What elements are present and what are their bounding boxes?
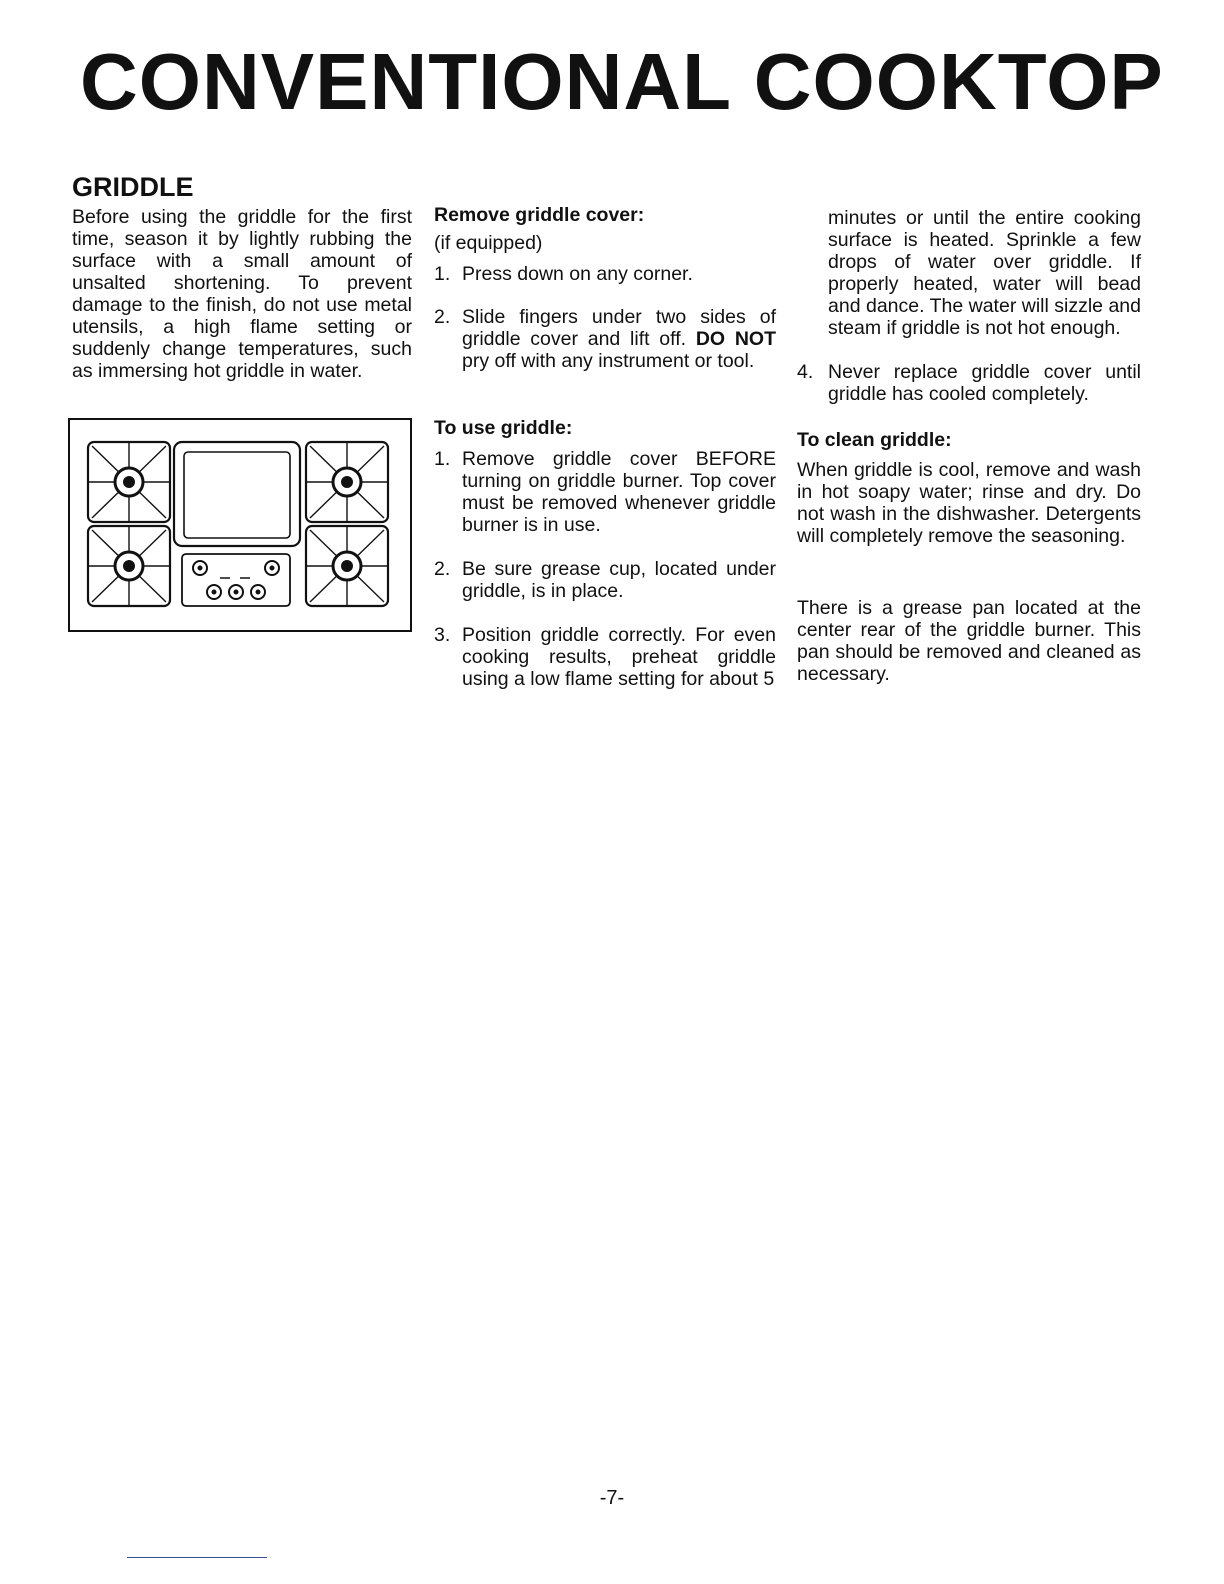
step-number: 4. — [797, 361, 814, 383]
step-text: Remove griddle cover BEFORE turning on griddle burner. Top cover must be removed whenever griddle burner is in use. — [462, 448, 776, 536]
column-2 — [434, 204, 776, 690]
use-griddle-steps — [434, 448, 776, 690]
list-item — [434, 558, 776, 602]
list-item — [434, 306, 776, 372]
remove-cover-heading: Remove griddle cover: — [434, 204, 645, 226]
cooktop-illustration — [68, 418, 412, 632]
section-heading: GRIDDLE — [72, 172, 194, 202]
column-3 — [797, 207, 1141, 685]
step-number: 1. — [434, 263, 451, 285]
step-text: Press down on any corner. — [462, 263, 693, 285]
step-number: 1. — [434, 448, 451, 470]
step-number: 2. — [434, 558, 451, 580]
griddle-intro: Before using the griddle for the first time, season it by lightly rubbing the surface with a small amount of unsalted shortening. To prevent damage to the finish, do not use metal utensils, a high flame setting or suddenly change temperatures, such as immersing hot griddle in water. — [72, 206, 412, 382]
step-text: Slide fingers under two sides of griddle cover and lift off. DO NOT pry off with any instrument or tool. — [462, 306, 776, 372]
clean-griddle-heading: To clean griddle: — [797, 429, 952, 451]
griddle-inner — [184, 452, 290, 538]
remove-cover-subheading: (if equipped) — [434, 232, 543, 254]
step3-continued: minutes or until the entire cooking surface is heated. Sprinkle a few drops of water over griddle. If properly heated, water will bead and dance. The water will sizzle and steam if griddle is not hot enough. — [828, 207, 1141, 339]
list-item — [434, 624, 776, 690]
step-text: Position griddle correctly. For even cooking results, preheat griddle using a low flame setting for about 5 — [462, 624, 776, 690]
footer-rule — [127, 1557, 267, 1558]
list-item — [797, 361, 1141, 405]
cooktop-diagram — [70, 420, 410, 630]
page-number: -7- — [599, 1487, 625, 1509]
list-item — [434, 448, 776, 536]
step-text: Be sure grease cup, located under griddle, is in place. — [462, 558, 776, 602]
use-griddle-heading: To use griddle: — [434, 417, 573, 439]
step-number: 2. — [434, 306, 451, 328]
list-item — [434, 263, 776, 285]
step-number: 3. — [434, 624, 451, 646]
grease-pan-text: There is a grease pan located at the center rear of the griddle burner. This pan should be removed and cleaned as necessary. — [797, 597, 1141, 685]
column-1 — [72, 172, 412, 382]
remove-cover-steps — [434, 263, 776, 372]
step-text: Never replace griddle cover until griddle has cooled completely. — [828, 361, 1141, 405]
griddle-outer — [174, 442, 300, 546]
clean-griddle-text: When griddle is cool, remove and wash in hot soapy water; rinse and dry. Do not wash in the dishwasher. Detergents will completely remove the seasoning. — [797, 459, 1141, 547]
page-title: CONVENTIONAL COOKTOP — [80, 37, 1164, 126]
use-griddle-steps-continued — [797, 361, 1141, 405]
